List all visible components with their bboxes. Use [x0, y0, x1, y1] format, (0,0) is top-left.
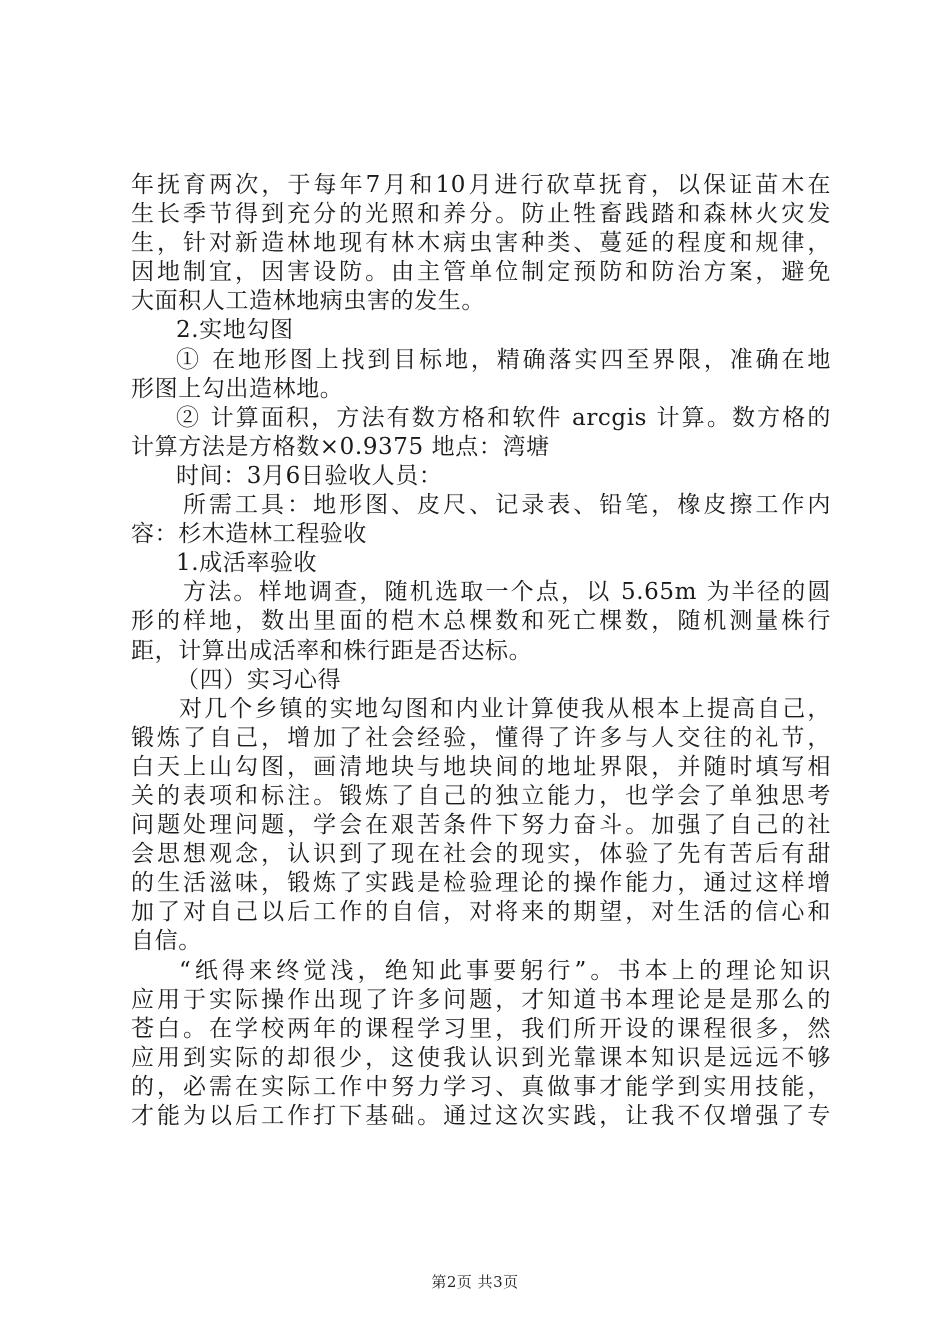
paragraph-line: 应用到实际的却很少，这使我认识到光靠课本知识是远远不够	[131, 1044, 831, 1071]
paragraph-line: 距，计算出成活率和株行距是否达标。	[131, 637, 533, 664]
paragraph-line: 锻炼了自己，增加了社会经验，懂得了许多与人交往的礼节，	[131, 724, 831, 751]
paragraph-line: 才能为以后工作打下基础。通过这次实践，让我不仅增强了专	[131, 1103, 831, 1129]
paragraph-line: 年抚育两次，于每年7月和10月进行砍草抚育，以保证苗木在	[131, 172, 831, 198]
paragraph-line: 计算方法是方格数×0.9375 地点：湾塘	[131, 433, 550, 460]
paragraph-line: 形的样地，数出里面的桤木总棵数和死亡棵数，随机测量株行	[131, 608, 831, 635]
paragraph-line: 因地制宜，因害设防。由主管单位制定预防和防治方案，避免	[131, 259, 831, 286]
paragraph-line: 白天上山勾图，画清地块与地块间的地址界限，并随时填写相	[131, 753, 831, 780]
paragraph-line: 苍白。在学校两年的课程学习里，我们所开设的课程很多，然	[131, 1015, 831, 1042]
paragraph-line: 时间：3月6日验收人员：	[176, 462, 443, 489]
paragraph-line: 的，必需在实际工作中努力学习、真做事才能学到实用技能，	[131, 1073, 831, 1100]
paragraph-line: 形图上勾出造林地。	[131, 375, 344, 402]
paragraph-line: 自信。	[131, 928, 202, 955]
paragraph-line: ② 计算面积，方法有数方格和软件 arcgis 计算。数方格的	[176, 404, 831, 431]
document-body	[131, 171, 831, 1131]
section-heading: 2.实地勾图	[176, 317, 294, 344]
paragraph-line: 加了对自己以后工作的自信，对将来的期望，对生活的信心和	[131, 899, 831, 926]
paragraph-line: 方法。样地调查，随机选取一个点，以 5.65m 为半径的圆	[183, 579, 831, 606]
paragraph-line: 所需工具：地形图、皮尺、记录表、铅笔，橡皮擦工作内	[183, 492, 831, 519]
page-number-footer: 第2页 共3页	[431, 1273, 519, 1291]
paragraph-line: 问题处理问题，学会在艰苦条件下努力奋斗。加强了自己的社	[131, 812, 831, 839]
paragraph-line: 容：杉木造林工程验收	[131, 521, 367, 548]
paragraph-line: 生，针对新造林地现有林木病虫害种类、蔓延的程度和规律，	[131, 230, 831, 257]
paragraph-line: 大面积人工造林地病虫害的发生。	[131, 288, 485, 315]
section-heading: 1.成活率验收	[176, 550, 318, 577]
paragraph-line: ① 在地形图上找到目标地，精确落实四至界限，准确在地	[176, 346, 831, 373]
paragraph-line: “纸得来终觉浅，绝知此事要躬行”。书本上的理论知识	[179, 957, 831, 984]
paragraph-line: 对几个乡镇的实地勾图和内业计算使我从根本上提高自己，	[179, 695, 831, 722]
paragraph-line: 关的表项和标注。锻炼了自己的独立能力，也学会了单独思考	[131, 782, 831, 809]
paragraph-line: 会思想观念，认识到了现在社会的现实，体验了先有苦后有甜	[131, 841, 831, 868]
section-heading: （四）实习心得	[176, 666, 342, 693]
paragraph-line: 生长季节得到充分的光照和养分。防止牲畜践踏和森林火灾发	[131, 201, 831, 228]
paragraph-line: 应用于实际操作出现了许多问题，才知道书本理论是是那么的	[131, 986, 831, 1013]
paragraph-line: 的生活滋味，锻炼了实践是检验理论的操作能力，通过这样增	[131, 870, 831, 897]
